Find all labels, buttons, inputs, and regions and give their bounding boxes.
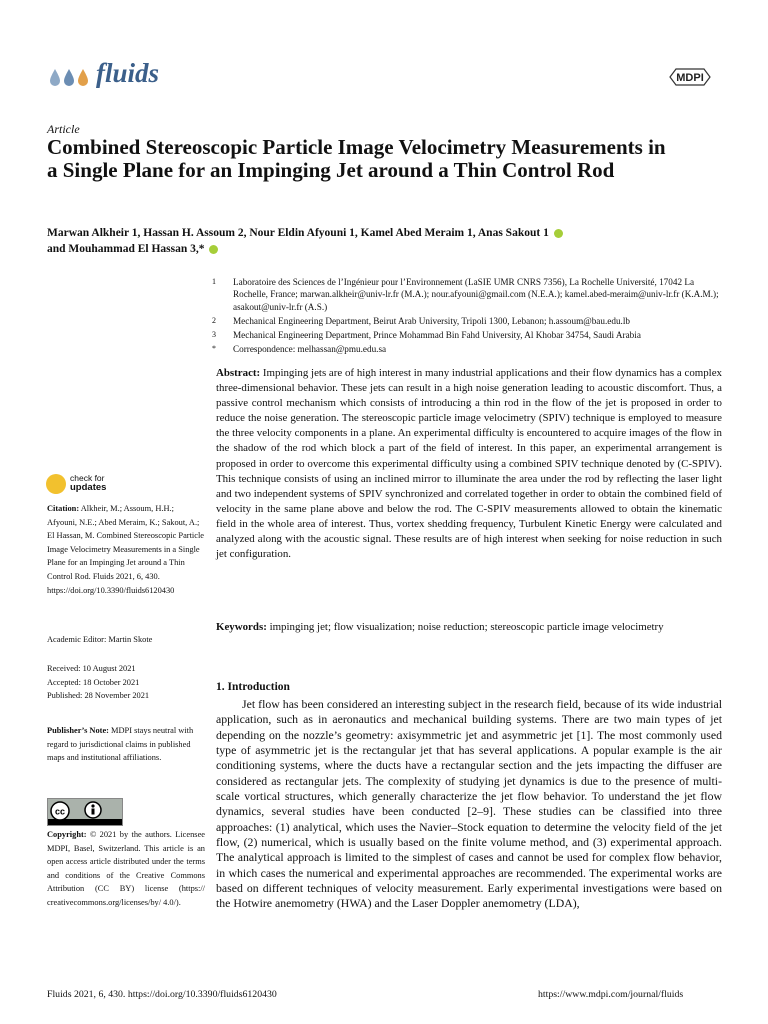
section-heading: 1. Introduction xyxy=(216,681,290,693)
accepted-date: Accepted: 18 October 2021 xyxy=(47,677,140,687)
intro-paragraph: Jet flow has been considered an interesting subject in the research field, because of its wide industrial application, such as in aeronautics and mechanical building systems. There are two main types of jet depending on the nozzle’s geometry: axisymmetric jet and asymmetric jet [1]. The most commonly used type of asymmetric jet is the rectangular jet that has several applications. A popular example is the air conditioning systems, where the ducts have a rectangular section and the jets impacting the diffuser are considered as rectangular jets. The complexity of studying jet dynamics is due to the presence of multi-scale vortical structures, which generally characterize the jet flow behavior. To understand the jet flow dynamics, several studies have been conducted [2–9]. These studies can be classified into three approaches: (1) analytical, which uses the Navier–Stock equation to determine the velocity field of the jet flow, (2) numerical, which is usually based on the finite volume method, and (3) experimental approach. The analytical approach is limited to the simplest of cases and cannot be used for complex flow behavior, in which cases the numerical and experimental approaches are recommended. The experimental works are based on different techniques of velocity measurement. Early experimental investigations were based on the Hotwire anemometry (HWA) and the Laser Doppler anemometry (LDA), xyxy=(216,697,722,911)
copyright-text: © 2021 by the authors. Licensee MDPI, Basel, Switzerland. This article is an open access article distributed under the terms and conditions of the Creative Commons Attribution (CC BY) license (https:// creativecommons.org/licenses/by/ 4.0/). xyxy=(47,830,205,907)
affiliation-item: 3 Mechanical Engineering Department, Prince Mohammad Bin Fahd University, Al Khobar 34754, Saudi Arabia xyxy=(212,330,641,341)
citation-text: Alkheir, M.; Assoum, H.H.; Afyouni, N.E.; Abed Meraim, K.; Sakout, A.; El Hassan, M. Combined Stereoscopic Particle Image Velocimetry Measurements in a Single Plane for an Impinging Jet around a Thin Control Rod. Fluids 2021, 6, 430. https://doi.org/10.3390/fluids6120430 xyxy=(47,504,204,595)
affiliation-item: 1 Laboratoire des Sciences de l’Ingénieur pour l’Environnement (LaSIE UMR CNRS 7356), La Rochelle Université, 17042 La Rochelle, France; marwan.alkheir@univ-lr.fr (M.A.); nour.afyouni@gmail.com (N.E.A.); kamel.abed-meraim@univ-lr.fr (K.A.M.); asakout@univ-lr.fr (A.S.) xyxy=(212,277,719,312)
affiliation-item: 2 Mechanical Engineering Department, Beirut Arab University, Tripoli 1300, Lebanon; h.assoum@bau.edu.lb xyxy=(212,315,630,326)
footer-journal-url[interactable]: https://www.mdpi.com/journal/fluids xyxy=(538,989,684,1000)
academic-editor: Academic Editor: Martin Skote xyxy=(47,635,153,644)
check-updates-line-1[interactable]: check for xyxy=(70,473,105,483)
abstract-text: Impinging jets are of high interest in many industrial applications and their flow dynamics has a complex three-dimensional behavior. These jets can result in a high noise generation leading to acoustic discomfort. Thus, a passive control mechanism which consists of introducing a thin rod in the flow of the jet is proposed in order to reduce the noise generation. The stereoscopic particle image velocimetry (SPIV) technique is employed to measure the three velocity components in a plane. An experimental difficulty is encountered to acquire images of the flow in the shadow of the rod which block a part of the field of interest. In this paper, an experimental arrangement is proposed in order to overcome this experimental difficulty using a combined SPIV technique denoted by (C-SPIV). This technique consists of using an inclined mirror to illuminate the area under the rod by reflecting the laser light and two independent systems of SPIV synchronized and correlated together in order to obtain the combined field of velocity in the same plane above and below the rod. The C-SPIV measurements allowed to obtain the kinematic field in the whole area of interest. Thus, vortex shedding frequency, Turbulent Kinetic Energy were calculated and analyzed along with the acoustic signal. These results are of high interest when seeking for noise reduction in such jet configuration. xyxy=(216,367,722,561)
publisher-note-label: Publisher’s Note: xyxy=(47,726,109,735)
correspondence: * Correspondence: melhassan@pmu.edu.sa xyxy=(212,344,387,355)
droplets-icon xyxy=(49,65,91,87)
article-type: Article xyxy=(47,122,80,136)
journal-name: fluids xyxy=(96,58,160,88)
svg-text:cc: cc xyxy=(54,806,66,817)
copyright xyxy=(47,828,205,910)
cc-by-license-icon[interactable] xyxy=(47,798,123,826)
svg-text:MDPI: MDPI xyxy=(676,72,704,84)
authors-line-1: Marwan Alkheir 1, Hassan H. Assoum 2, Nour Eldin Afyouni 1, Kamel Abed Meraim 1, Anas Sakout 1 xyxy=(47,227,549,239)
abstract xyxy=(216,366,722,562)
keywords xyxy=(216,620,722,635)
dates xyxy=(47,662,205,703)
publisher-note xyxy=(47,724,205,765)
orcid-icon[interactable] xyxy=(209,245,218,254)
authors-line-2: and Mouhammad El Hassan 3,* xyxy=(47,243,205,255)
received-date: Received: 10 August 2021 xyxy=(47,664,136,673)
published-date: Published: 28 November 2021 xyxy=(47,691,150,701)
check-updates-line-2[interactable]: updates xyxy=(70,482,107,493)
affiliations xyxy=(212,276,727,358)
keywords-text: impinging jet; flow visualization; noise reduction; stereoscopic particle image velocimetry xyxy=(269,621,664,633)
publisher-note-text: MDPI stays neutral with regard to jurisdictional claims in published maps and institutional affiliations. xyxy=(47,726,194,763)
article-title: Combined Stereoscopic Particle Image Velocimetry Measurements in a Single Plane for an Impinging Jet around a Thin Control Rod xyxy=(47,135,666,182)
abstract-label: Abstract: xyxy=(216,367,261,379)
citation xyxy=(47,502,205,597)
orcid-icon[interactable] xyxy=(554,229,563,238)
footer-citation: Fluids 2021, 6, 430. https://doi.org/10.3390/fluids6120430 xyxy=(47,989,277,1000)
citation-label: Citation: xyxy=(47,504,80,513)
introduction-body xyxy=(216,697,722,912)
copyright-label: Copyright: xyxy=(47,830,87,839)
keywords-label: Keywords: xyxy=(216,621,267,633)
check-for-updates-icon[interactable] xyxy=(46,474,66,494)
mdpi-logo xyxy=(668,66,712,88)
author-list xyxy=(47,225,727,257)
